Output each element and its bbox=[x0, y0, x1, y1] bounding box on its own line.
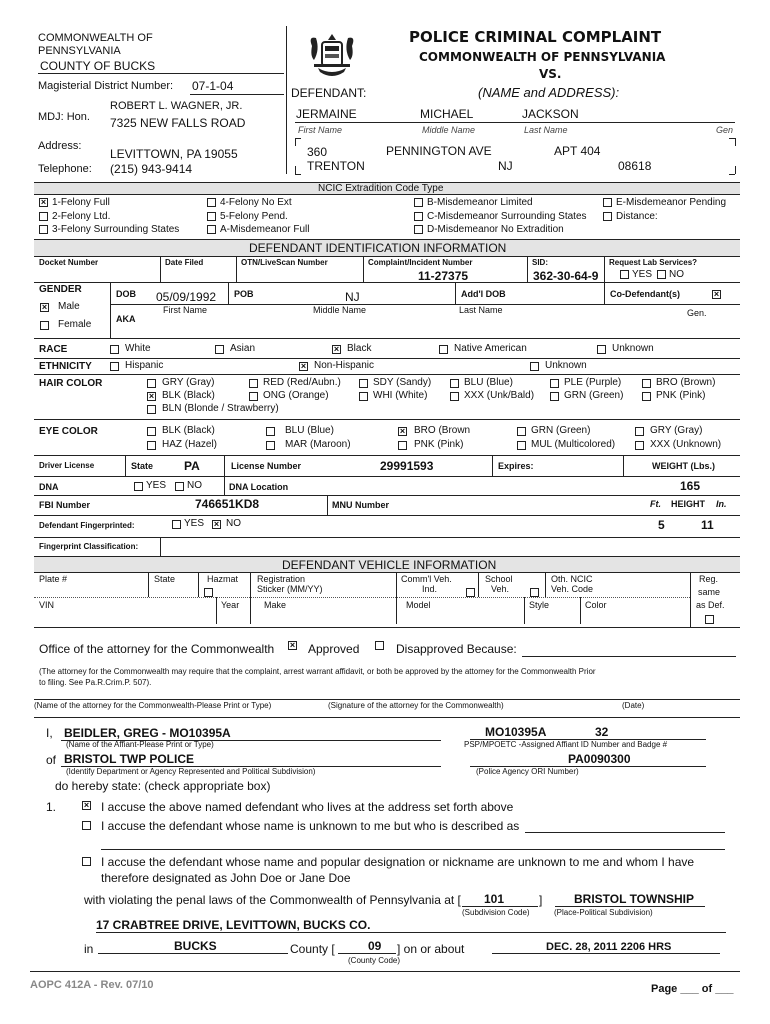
ft-label: Ft. bbox=[650, 499, 661, 509]
otn-label: OTN/LiveScan Number bbox=[241, 258, 328, 267]
hair-sdy-checkbox[interactable] bbox=[359, 379, 368, 388]
fp-class-label: Fingerprint Classification: bbox=[39, 542, 139, 551]
ncic-3-checkbox[interactable] bbox=[39, 225, 48, 234]
county-value: BUCKS bbox=[174, 939, 217, 953]
in-value: 11 bbox=[701, 518, 714, 532]
eye-xxx: XXX (Unknown) bbox=[650, 439, 722, 450]
def-state: NJ bbox=[498, 159, 513, 173]
hazmat-checkbox[interactable] bbox=[204, 588, 213, 597]
opt1-checkbox[interactable]: × bbox=[83, 800, 90, 810]
date-filed-label: Date Filed bbox=[165, 258, 204, 267]
dl-label: Driver License bbox=[39, 461, 95, 470]
affiant-badge: 32 bbox=[595, 725, 609, 739]
def-apt: APT 404 bbox=[554, 144, 601, 158]
ncic-b-checkbox[interactable] bbox=[414, 198, 423, 207]
place-value: BRISTOL TOWNSHIP bbox=[574, 892, 695, 906]
ncic-1: 1-Felony Full bbox=[52, 197, 110, 208]
in-label: In. bbox=[716, 499, 727, 509]
regsame1-label: Reg. bbox=[699, 574, 719, 584]
opt1-label: I accuse the above named defendant who lives at the address set forth above bbox=[101, 800, 514, 814]
telephone-value: (215) 943-9414 bbox=[110, 162, 193, 176]
mdj-name: ROBERT L. WAGNER, JR. bbox=[110, 100, 243, 112]
sid-label: SID: bbox=[532, 258, 548, 267]
weight-value: 165 bbox=[680, 479, 701, 493]
on-about-label: ] on or about bbox=[397, 942, 465, 956]
disapproved-checkbox[interactable] bbox=[375, 641, 384, 650]
address-label: Address: bbox=[38, 140, 82, 152]
eye-label: EYE COLOR bbox=[39, 426, 98, 437]
state-line2: PENNSYLVANIA bbox=[38, 45, 121, 57]
addl-dob-label: Add'l DOB bbox=[461, 289, 506, 299]
subdiv-hint: (Subdivision Code) bbox=[462, 908, 530, 917]
year-label: Year bbox=[221, 600, 240, 610]
hair-sdy: SDY (Sandy) bbox=[373, 377, 432, 388]
item-number: 1. bbox=[46, 800, 57, 814]
name-and-address: (NAME and ADDRESS): bbox=[478, 85, 620, 100]
def-street: PENNINGTON AVE bbox=[386, 144, 492, 158]
hair-bro-checkbox[interactable] bbox=[642, 379, 651, 388]
eye-gry-checkbox[interactable] bbox=[635, 427, 644, 436]
ncic-title: NCIC Extradition Code Type bbox=[318, 183, 444, 194]
def-last: JACKSON bbox=[522, 107, 579, 121]
eth-nonhisp-checkbox[interactable]: × bbox=[300, 361, 307, 371]
eye-bro: BRO (Brown bbox=[414, 425, 471, 436]
county-label: County [ bbox=[290, 942, 335, 956]
location-value: 17 CRABTREE DRIVE, LEVITTOWN, BUCKS CO. bbox=[96, 918, 371, 932]
school-checkbox[interactable] bbox=[530, 588, 539, 597]
hair-red-checkbox[interactable] bbox=[249, 379, 258, 388]
codef-checkbox[interactable]: × bbox=[713, 289, 720, 299]
complaint-value: 11-27375 bbox=[418, 269, 469, 283]
hair-label: HAIR COLOR bbox=[39, 378, 103, 389]
last-name-label: Last Name bbox=[524, 125, 568, 135]
affiant-dept-hint: (Identify Department or Agency Represented and Political Subdivision) bbox=[66, 767, 316, 776]
mnu-label: MNU Number bbox=[332, 500, 390, 510]
eye-haz: HAZ (Hazel) bbox=[162, 439, 218, 450]
regsame3-label: as Def. bbox=[696, 600, 725, 610]
style-label: Style bbox=[529, 600, 550, 610]
regsame-checkbox[interactable] bbox=[705, 615, 714, 624]
sid-value: 362-30-64-9 bbox=[533, 269, 599, 283]
eye-bro-checkbox[interactable]: × bbox=[399, 426, 406, 436]
lab-yes: YES bbox=[632, 269, 653, 280]
regsame2-label: same bbox=[698, 587, 721, 597]
vs-label: VS. bbox=[539, 67, 562, 81]
dna-yes-checkbox[interactable] bbox=[134, 482, 143, 491]
ncic-5-checkbox[interactable] bbox=[207, 212, 216, 221]
first-name-label: First Name bbox=[298, 125, 343, 135]
attorney-note2: to filing. See Pa.R.Crim.P. 507). bbox=[39, 678, 152, 687]
affiant-dept: BRISTOL TWP POLICE bbox=[64, 752, 195, 766]
school1-label: School bbox=[485, 574, 513, 584]
def-zip: 08618 bbox=[618, 159, 652, 173]
magisterial-label: Magisterial District Number: bbox=[38, 80, 174, 92]
race-white: White bbox=[125, 343, 151, 354]
dna-yes: YES bbox=[146, 480, 167, 491]
mdj-street: 7325 NEW FALLS ROAD bbox=[110, 116, 246, 130]
eye-grn-checkbox[interactable] bbox=[517, 427, 526, 436]
license-value: 29991593 bbox=[380, 459, 434, 473]
opt3-line1: I accuse the defendant whose name and popular designation or nickname are unknown to me and whom I have bbox=[101, 855, 695, 869]
fingerprinted-label: Defendant Fingerprinted: bbox=[39, 521, 135, 530]
opt3-checkbox[interactable] bbox=[82, 857, 91, 866]
mdj-label: MDJ: Hon. bbox=[38, 111, 90, 123]
fbi-label: FBI Number bbox=[39, 500, 91, 510]
ncic-2-checkbox[interactable] bbox=[39, 212, 48, 221]
color-label: Color bbox=[585, 600, 607, 610]
oth1-label: Oth. NCIC bbox=[551, 574, 593, 584]
comm1-label: Comm'l Veh. bbox=[401, 574, 452, 584]
affiant-name: BEIDLER, GREG - MO10395A bbox=[64, 726, 231, 740]
aka-last-label: Last Name bbox=[459, 305, 503, 315]
hair-ong: ONG (Orange) bbox=[263, 390, 329, 401]
male-checkbox[interactable]: × bbox=[41, 302, 48, 312]
race-unknown-checkbox[interactable] bbox=[597, 345, 606, 354]
hair-blu-checkbox[interactable] bbox=[450, 379, 459, 388]
eth-label: ETHNICITY bbox=[39, 361, 92, 372]
eye-mul: MUL (Multicolored) bbox=[531, 439, 616, 450]
dna-label: DNA bbox=[39, 482, 59, 492]
hair-xxx: XXX (Unk/Bald) bbox=[464, 390, 535, 401]
approved-label: Approved bbox=[308, 642, 360, 656]
height-label: HEIGHT bbox=[671, 499, 706, 509]
comm-checkbox[interactable] bbox=[466, 588, 475, 597]
female-label: Female bbox=[58, 319, 92, 330]
fbi-value: 746651KD8 bbox=[195, 497, 260, 511]
commonwealth-seal-icon bbox=[300, 30, 364, 82]
county-code: 09 bbox=[368, 939, 382, 953]
race-native-checkbox[interactable] bbox=[439, 345, 448, 354]
violate-label: with violating the penal laws of the Commonwealth of Pennsylvania at [ bbox=[84, 893, 461, 907]
lab-yes-checkbox[interactable] bbox=[620, 270, 629, 279]
dna-no: NO bbox=[187, 480, 202, 491]
license-label: License Number bbox=[231, 461, 302, 471]
telephone-label: Telephone: bbox=[38, 163, 92, 175]
hair-ong-checkbox[interactable] bbox=[249, 392, 258, 401]
ncic-2: 2-Felony Ltd. bbox=[52, 211, 111, 222]
ncic-c-checkbox[interactable] bbox=[414, 212, 423, 221]
incident-date: DEC. 28, 2011 2206 HRS bbox=[546, 941, 672, 953]
eye-blk: BLK (Black) bbox=[162, 425, 215, 436]
opt2-label: I accuse the defendant whose name is unknown to me but who is described as bbox=[101, 819, 520, 833]
gender-label: GENDER bbox=[39, 284, 82, 295]
female-checkbox[interactable] bbox=[40, 321, 49, 330]
attorney-name-hint: (Name of the attorney for the Commonwealth-Please Print or Type) bbox=[34, 701, 272, 710]
race-black-checkbox[interactable]: × bbox=[333, 344, 340, 354]
eye-haz-checkbox[interactable] bbox=[147, 441, 156, 450]
male-label: Male bbox=[58, 301, 80, 312]
defendant-label: DEFENDANT: bbox=[291, 86, 367, 100]
attorney-date-hint: (Date) bbox=[622, 701, 645, 710]
ncic-4: 4-Felony No Ext bbox=[220, 197, 292, 208]
affiant-id-hint: PSP/MPOETC -Assigned Affiant ID Number and Badge # bbox=[464, 740, 668, 749]
hair-bln-checkbox[interactable] bbox=[147, 405, 156, 414]
oth2-label: Veh. Code bbox=[551, 584, 594, 594]
make-label: Make bbox=[264, 600, 287, 610]
dna-no-checkbox[interactable] bbox=[175, 482, 184, 491]
eye-mul-checkbox[interactable] bbox=[517, 441, 526, 450]
def-first: JERMAINE bbox=[296, 107, 357, 121]
affiant-name-hint: (Name of the Affiant-Please Print or Type) bbox=[66, 740, 214, 749]
hair-bln: BLN (Blonde / Strawberry) bbox=[162, 403, 279, 414]
middle-name-label: Middle Name bbox=[422, 125, 476, 135]
attorney-note1: (The attorney for the Commonwealth may require that the complaint, arrest warrant affidavit, or both be approved by the attorney for the Commonwealth Prior bbox=[39, 667, 596, 676]
codef-label: Co-Defendant(s) bbox=[610, 289, 680, 299]
state-line1: COMMONWEALTH OF bbox=[38, 32, 153, 44]
ft-value: 5 bbox=[658, 518, 665, 532]
ident-title: DEFENDANT IDENTIFICATION INFORMATION bbox=[249, 241, 507, 255]
dob-value: 05/09/1992 bbox=[156, 290, 217, 304]
weight-label: WEIGHT (Lbs.) bbox=[652, 461, 715, 471]
dna-location-label: DNA Location bbox=[229, 482, 289, 492]
affiant-ori: PA0090300 bbox=[568, 752, 631, 766]
hair-blu: BLU (Blue) bbox=[464, 377, 513, 388]
aka-label: AKA bbox=[116, 314, 136, 324]
pob-label: POB bbox=[234, 289, 254, 299]
ncic-5: 5-Felony Pend. bbox=[220, 211, 288, 222]
hair-blk: BLK (Black) bbox=[162, 390, 215, 401]
vehicle-title: DEFENDANT VEHICLE INFORMATION bbox=[282, 558, 497, 572]
eye-blu-checkbox[interactable] bbox=[266, 427, 275, 436]
hair-red: RED (Red/Aubn.) bbox=[263, 377, 341, 388]
race-unknown: Unknown bbox=[612, 343, 654, 354]
distance-label: Distance: bbox=[616, 211, 658, 222]
fp-yes: YES bbox=[184, 518, 205, 529]
opt2-checkbox[interactable] bbox=[82, 821, 91, 830]
race-native: Native American bbox=[454, 343, 527, 354]
def-middle: MICHAEL bbox=[420, 107, 474, 121]
eth-unknown: Unknown bbox=[545, 360, 587, 371]
hair-ple-checkbox[interactable] bbox=[550, 379, 559, 388]
in-text: in bbox=[84, 942, 94, 956]
ncic-1-checkbox[interactable]: × bbox=[40, 197, 47, 207]
eye-blu: BLU (Blue) bbox=[285, 425, 334, 436]
def-street-no: 360 bbox=[307, 145, 328, 159]
attorney-sig-hint: (Signature of the attorney for the Commonwealth) bbox=[328, 701, 504, 710]
eye-xxx-checkbox[interactable] bbox=[635, 441, 644, 450]
dob-label: DOB bbox=[116, 289, 136, 299]
hair-pnk-checkbox[interactable] bbox=[642, 392, 651, 401]
school2-label: Veh. bbox=[491, 584, 510, 594]
subdiv-bracket: ] bbox=[539, 893, 543, 907]
pob-value: NJ bbox=[345, 290, 360, 304]
gen-label: Gen bbox=[716, 125, 734, 135]
county: COUNTY OF BUCKS bbox=[40, 59, 156, 73]
model-label: Model bbox=[406, 600, 431, 610]
lab-label: Request Lab Services? bbox=[609, 258, 698, 267]
ncic-e-checkbox[interactable] bbox=[603, 198, 612, 207]
approved-checkbox[interactable]: × bbox=[289, 640, 296, 650]
aka-first-label: First Name bbox=[163, 305, 208, 315]
race-label: RACE bbox=[39, 344, 68, 355]
eth-nonhisp: Non-Hispanic bbox=[314, 360, 375, 371]
ncic-a-checkbox[interactable] bbox=[207, 225, 216, 234]
distance-checkbox[interactable] bbox=[603, 212, 612, 221]
fp-no: NO bbox=[226, 518, 241, 529]
complaint-label: Complaint/Incident Number bbox=[368, 258, 473, 267]
race-white-checkbox[interactable] bbox=[110, 345, 119, 354]
dl-state-value: PA bbox=[184, 459, 200, 473]
lab-no-checkbox[interactable] bbox=[657, 270, 666, 279]
state-text: do hereby state: (check appropriate box) bbox=[55, 779, 271, 793]
eye-gry: GRY (Gray) bbox=[650, 425, 703, 436]
ncic-d: D-Misdemeanor No Extradition bbox=[427, 224, 564, 235]
ncic-4-checkbox[interactable] bbox=[207, 198, 216, 207]
affiant-id: MO10395A bbox=[485, 725, 547, 739]
hazmat-label: Hazmat bbox=[207, 574, 239, 584]
disapproved-label: Disapproved Because: bbox=[396, 642, 517, 656]
hair-blk-checkbox[interactable]: × bbox=[148, 391, 155, 401]
veh-state-label: State bbox=[154, 574, 176, 584]
ncic-3: 3-Felony Surrounding States bbox=[52, 224, 180, 235]
lab-no: NO bbox=[669, 269, 684, 280]
fp-yes-checkbox[interactable] bbox=[172, 520, 181, 529]
eth-unknown-checkbox[interactable] bbox=[530, 362, 539, 371]
eth-hispanic: Hispanic bbox=[125, 360, 164, 371]
affiant-of: of bbox=[46, 753, 57, 767]
hair-whi: WHI (White) bbox=[373, 390, 428, 401]
eye-pnk-checkbox[interactable] bbox=[398, 441, 407, 450]
hair-bro: BRO (Brown) bbox=[656, 377, 716, 388]
fp-no-checkbox[interactable]: × bbox=[213, 519, 220, 529]
hair-ple: PLE (Purple) bbox=[564, 377, 622, 388]
ncic-b: B-Misdemeanor Limited bbox=[427, 197, 533, 208]
eye-pnk: PNK (Pink) bbox=[414, 439, 464, 450]
hair-grn-checkbox[interactable] bbox=[550, 392, 559, 401]
form-title: POLICE CRIMINAL COMPLAINT bbox=[409, 28, 662, 46]
ncic-e: E-Misdemeanor Pending bbox=[616, 197, 727, 208]
ncic-a: A-Misdemeanor Full bbox=[220, 224, 310, 235]
county-code-hint: (County Code) bbox=[348, 956, 401, 965]
vin-label: VIN bbox=[39, 600, 55, 610]
reg2-label: Sticker (MM/YY) bbox=[257, 584, 323, 594]
reg1-label: Registration bbox=[257, 574, 306, 584]
plate-label: Plate # bbox=[39, 574, 68, 584]
subdiv-value: 101 bbox=[484, 892, 505, 906]
place-hint: (Place-Political Subdivision) bbox=[554, 908, 653, 917]
race-asian-checkbox[interactable] bbox=[215, 345, 224, 354]
hair-xxx-checkbox[interactable] bbox=[450, 392, 459, 401]
office-label: Office of the attorney for the Commonwealth bbox=[39, 642, 275, 656]
form-number: AOPC 412A - Rev. 07/10 bbox=[30, 979, 154, 991]
aka-middle-label: Middle Name bbox=[313, 305, 367, 315]
expires-label: Expires: bbox=[498, 461, 534, 471]
eye-mar-checkbox[interactable] bbox=[266, 441, 275, 450]
comm2-label: Ind. bbox=[422, 584, 438, 594]
docket-label: Docket Number bbox=[39, 258, 99, 267]
hair-pnk: PNK (Pink) bbox=[656, 390, 706, 401]
race-asian: Asian bbox=[230, 343, 256, 354]
ncic-c: C-Misdemeanor Surrounding States bbox=[427, 211, 587, 222]
magisterial-value: 07-1-04 bbox=[192, 79, 234, 93]
ncic-d-checkbox[interactable] bbox=[414, 225, 423, 234]
page-number: Page ___ of ___ bbox=[651, 983, 734, 995]
eye-grn: GRN (Green) bbox=[531, 425, 591, 436]
eye-mar: MAR (Maroon) bbox=[285, 439, 351, 450]
eth-hispanic-checkbox[interactable] bbox=[110, 362, 119, 371]
race-black: Black bbox=[347, 343, 372, 354]
dl-state-label: State bbox=[131, 461, 154, 471]
hair-grn: GRN (Green) bbox=[564, 390, 624, 401]
eye-blk-checkbox[interactable] bbox=[147, 427, 156, 436]
hair-gry-checkbox[interactable] bbox=[147, 379, 156, 388]
address-city: LEVITTOWN, PA 19055 bbox=[110, 147, 238, 161]
hair-whi-checkbox[interactable] bbox=[359, 392, 368, 401]
aka-gen-label: Gen. bbox=[687, 308, 707, 318]
affiant-i: I, bbox=[46, 726, 53, 740]
form-subtitle: COMMONWEALTH OF PENNSYLVANIA bbox=[419, 50, 666, 64]
hair-gry: GRY (Gray) bbox=[162, 377, 215, 388]
affiant-ori-hint: (Police Agency ORI Number) bbox=[476, 767, 579, 776]
def-city: TRENTON bbox=[307, 159, 365, 173]
opt3-line2: therefore designated as John Doe or Jane Doe bbox=[101, 871, 351, 885]
